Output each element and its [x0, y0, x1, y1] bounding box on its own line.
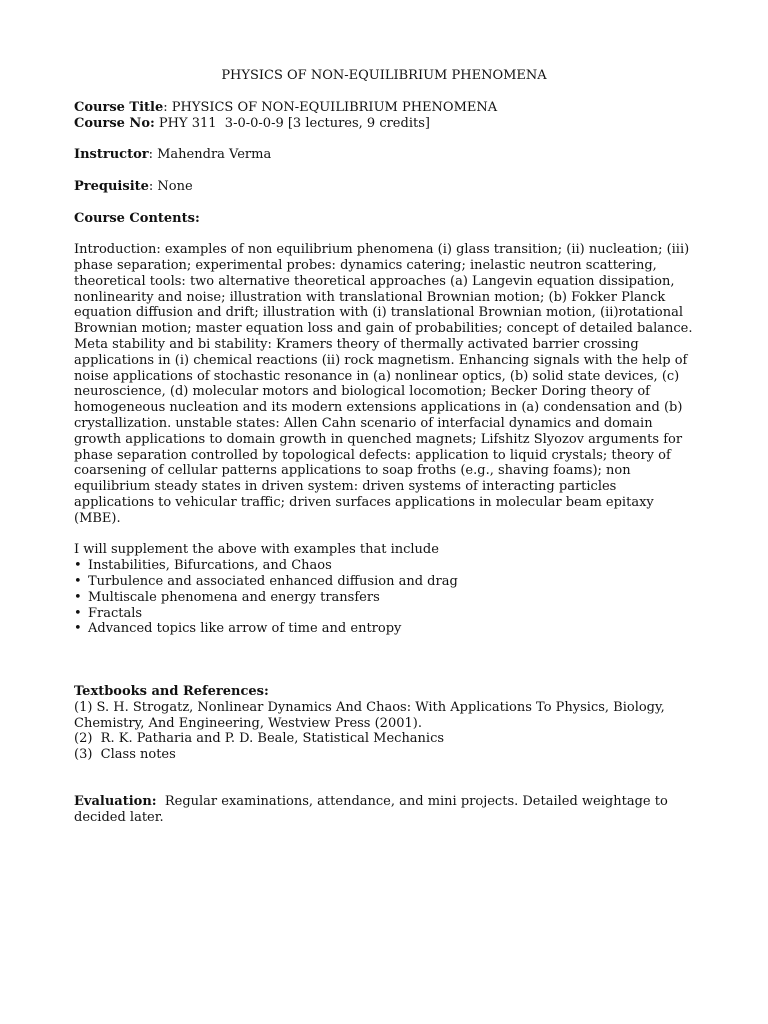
contents-line: applications in (i) chemical reactions (ii) rock magnetism. Enhancing signals with the help of — [74, 352, 688, 368]
contents-line: Introduction: examples of non equilibrium phenomena (i) glass transition; (ii) nucleation; (iii) — [74, 242, 690, 258]
reference-line: (1) S. H. Strogatz, Nonlinear Dynamics And Chaos: With Applications To Physics, Biology, — [74, 699, 665, 715]
course-title-line — [74, 100, 694, 116]
contents-line: (MBE). — [74, 510, 121, 526]
course-no-value: PHY 311 3-0-0-0-9 [3 lectures, 9 credits] — [154, 115, 430, 131]
instructor-line — [74, 147, 694, 163]
list-item: • Instabilities, Bifurcations, and Chaos — [74, 558, 332, 574]
contents-line: crystallization. unstable states: Allen Cahn scenario of interfacial dynamics and domain — [74, 415, 653, 431]
evaluation-text-continued: decided later. — [74, 809, 164, 825]
evaluation-label: Evaluation: — [74, 794, 157, 810]
bullet-icon: • — [74, 605, 82, 621]
contents-line: growth applications to domain growth in quenched magnets; Lifshitz Slyozov arguments for — [74, 431, 683, 447]
prerequisite-line — [74, 179, 694, 195]
contents-line: phase separation; experimental probes: dynamics catering; inelastic neutron scattering, — [74, 257, 657, 273]
instructor-value: : Mahendra Verma — [148, 147, 272, 163]
references-heading: Textbooks and References: — [74, 684, 269, 700]
contents-line: applications to vehicular traffic; driven surfaces applications in molecular beam epitaxy — [74, 494, 654, 510]
contents-line: Meta stability and bi stability: Kramers theory of thermally activated barrier crossing — [74, 336, 639, 352]
document-body — [74, 100, 694, 826]
list-item: • Advanced topics like arrow of time and entropy — [74, 621, 402, 637]
bullet-icon: • — [74, 573, 82, 589]
instructor-label: Instructor — [74, 147, 149, 163]
list-item: • Multiscale phenomena and energy transfers — [74, 589, 380, 605]
course-title-value: : PHYSICS OF NON-EQUILIBRIUM PHENOMENA — [163, 100, 498, 115]
bullet-icon: • — [74, 558, 82, 574]
reference-line: (2) R. K. Patharia and P. D. Beale, Statistical Mechanics — [74, 731, 445, 747]
contents-line: nonlinearity and noise; illustration with translational Brownian motion; (b) Fokker Planck — [74, 289, 666, 305]
contents-line: phase separation controlled by topological defects: application to liquid crystals; theory of — [74, 447, 671, 463]
course-no-line — [74, 116, 694, 132]
contents-line: equilibrium steady states in driven system: driven systems of interacting particles — [74, 479, 617, 495]
contents-paragraph — [74, 242, 694, 526]
bullet-icon: • — [74, 589, 82, 605]
contents-line: homogeneous nucleation and its modern extensions applications in (a) condensation and (b) — [74, 400, 683, 416]
list-item: • Fractals — [74, 605, 143, 621]
reference-line: Chemistry, And Engineering, Westview Press (2001). — [74, 715, 422, 731]
prerequisite-label: Prequisite — [74, 178, 149, 194]
contents-line: equation diffusion and drift; illustration with (i) translational Brownian motion, (ii)rotational — [74, 305, 684, 321]
contents-line: Brownian motion; master equation loss and gain of probabilities; concept of detailed balance. — [74, 321, 693, 337]
list-item: • Turbulence and associated enhanced diffusion and drag — [74, 573, 458, 589]
course-no-label: Course No: — [74, 115, 155, 131]
contents-line: coarsening of cellular patterns applications to soap froths (e.g., shaving foams); non — [74, 463, 631, 479]
reference-line: (3) Class notes — [74, 747, 176, 763]
course-title-label: Course Title — [74, 100, 164, 115]
evaluation-line — [74, 794, 694, 810]
contents-line: noise applications of stochastic resonance in (a) nonlinear optics, (b) solid state devices, (c) — [74, 368, 680, 384]
supplement-intro: I will supplement the above with examples that include — [74, 542, 439, 558]
contents-line: neuroscience, (d) molecular motors and biological locomotion; Becker Doring theory of — [74, 384, 650, 400]
page-title: PHYSICS OF NON-EQUILIBRIUM PHENOMENA — [221, 68, 547, 83]
evaluation-text: Regular examinations, attendance, and mini projects. Detailed weightage to — [156, 794, 668, 810]
contents-heading: Course Contents: — [74, 210, 200, 226]
prerequisite-value: : None — [148, 178, 193, 194]
contents-line: theoretical tools: two alternative theoretical approaches (a) Langevin equation dissipation, — [74, 273, 675, 289]
bullet-icon: • — [74, 621, 82, 637]
supplement-list — [74, 558, 694, 637]
